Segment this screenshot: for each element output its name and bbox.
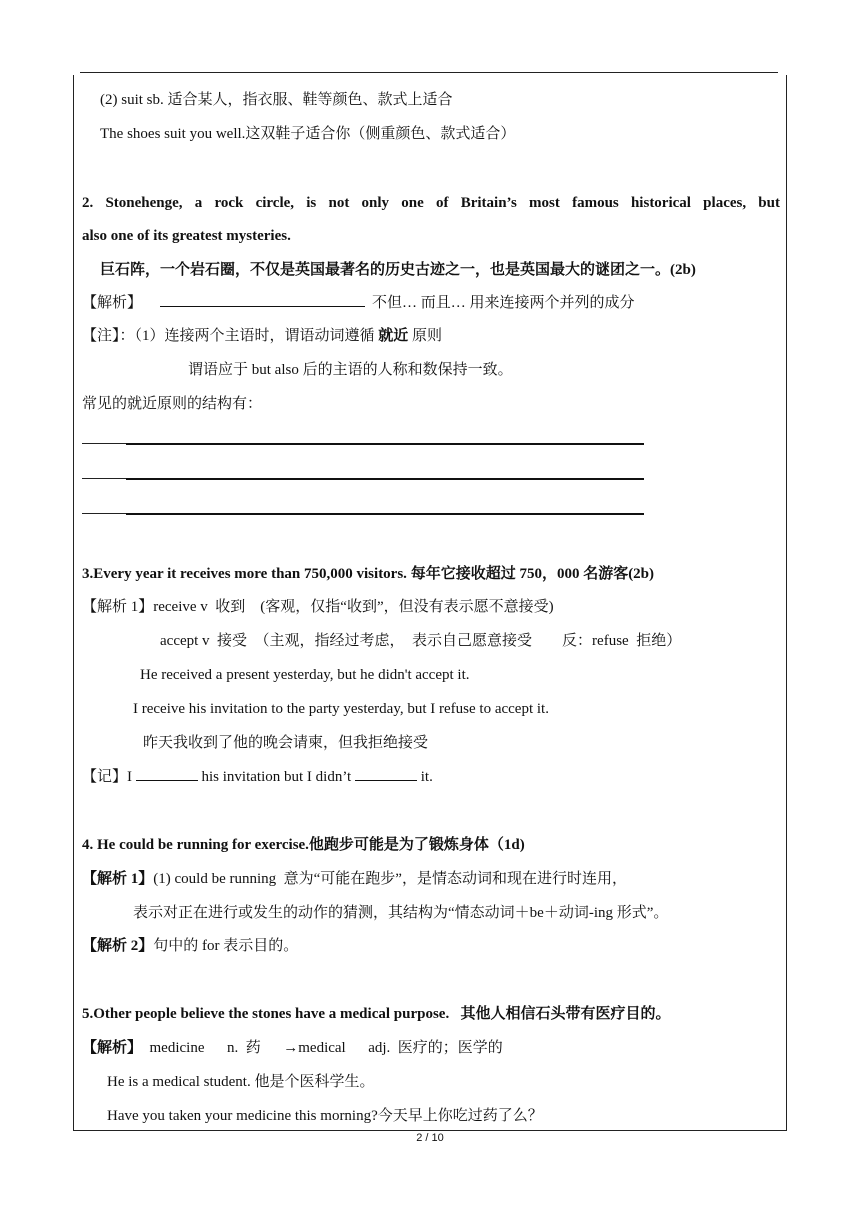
memo-text: it. bbox=[416, 769, 433, 785]
example-line: He is a medical student. 他是个医科学生。 bbox=[107, 1074, 375, 1090]
page-number: 2 / 10 bbox=[416, 1132, 444, 1144]
structure-intro: 常见的就近原则的结构有： bbox=[82, 396, 263, 412]
example-translation: 昨天我收到了他的晚会请柬，但我拒绝接受 bbox=[143, 735, 429, 751]
sentence-5-heading: 5.Other people believe the stones have a medical purpose. 其他人相信石头带有医疗目的。 bbox=[82, 1006, 671, 1022]
example-line: He received a present yesterday, but he didn't accept it. bbox=[140, 667, 470, 683]
blank-answer-line-2[interactable] bbox=[82, 478, 644, 479]
analysis-line: 表示对正在进行或发生的动作的猜测，其结构为“情态动词＋be＋动词-ing 形式”。 bbox=[133, 905, 669, 921]
note-keyword: 就近 bbox=[378, 328, 409, 344]
memo-text: his invitation but I didn’t bbox=[197, 769, 355, 785]
example-line: Have you taken your medicine this morning?今天早上你吃过药了么？ bbox=[107, 1108, 543, 1124]
analysis-label: 【解析 1】 bbox=[82, 871, 154, 887]
header-rule bbox=[80, 72, 778, 73]
note-line bbox=[82, 326, 442, 346]
analysis-text: medicine n. 药 →medical adj. 医疗的；医学的 bbox=[149, 1040, 503, 1056]
sentence-2-heading: 2. Stonehenge, a rock circle, is not only one of Britain’s most famous historical places, but bbox=[82, 195, 780, 211]
analysis-label: 【解析】 bbox=[82, 295, 146, 311]
answer-blank[interactable] bbox=[136, 766, 198, 781]
sentence-2-heading-cont: also one of its greatest mysteries. bbox=[82, 228, 291, 244]
blank-answer-line-1[interactable] bbox=[82, 443, 644, 444]
analysis-line bbox=[82, 1038, 503, 1058]
analysis-note: 不但… 而且… 用来连接两个并列的成分 bbox=[368, 295, 635, 311]
analysis-line bbox=[82, 869, 627, 889]
note-text-end: 原则 bbox=[408, 328, 443, 344]
analysis-line bbox=[82, 936, 298, 956]
text-line: The shoes suit you well.这双鞋子适合你（侧重颜色、款式适合） bbox=[100, 126, 516, 142]
text-line: (2) suit sb. 适合某人，指衣服、鞋等颜色、款式上适合 bbox=[100, 92, 453, 108]
memo-text: 【记】I bbox=[82, 769, 136, 785]
memo-line bbox=[82, 766, 433, 787]
analysis-text: (1) could be running 意为“可能在跑步”，是情态动词和现在进行时连用， bbox=[153, 871, 627, 887]
sentence-4-heading: 4. He could be running for exercise.他跑步可能是为了锻炼身体（1d) bbox=[82, 837, 525, 853]
analysis-label: 【解析】 bbox=[82, 1040, 150, 1056]
answer-blank[interactable] bbox=[355, 766, 417, 781]
analysis-label: 【解析 2】 bbox=[82, 938, 154, 954]
sentence-3-translation: 每年它接收超过 750，000 名游客(2b) bbox=[410, 566, 655, 582]
sentence-2-translation: 巨石阵，一个岩石圈，不仅是英国最著名的历史古迹之一，也是英国最大的谜团之一。(2b) bbox=[100, 262, 696, 278]
note-text: 【注】：（1）连接两个主语时，谓语动词遵循 bbox=[82, 328, 379, 344]
analysis-line: 【解析 1】receive v 收到 (客观，仅指“收到”，但没有表示愿不意接受) bbox=[82, 599, 554, 615]
analysis-line: accept v 接受 （主观，指经过考虑， 表示自己愿意接受 反：refuse 拒绝） bbox=[160, 633, 682, 649]
blank-answer-line-3[interactable] bbox=[82, 513, 644, 514]
note-line-2: 谓语应于 but also 后的主语的人称和数保持一致。 bbox=[188, 362, 513, 378]
sentence-3-heading bbox=[82, 564, 654, 584]
answer-blank[interactable] bbox=[160, 292, 365, 307]
example-line: I receive his invitation to the party yesterday, but I refuse to accept it. bbox=[133, 701, 549, 717]
analysis-text: 句中的 for 表示目的。 bbox=[153, 938, 299, 954]
sentence-3-english: 3.Every year it receives more than 750,000 visitors. bbox=[82, 566, 411, 582]
analysis-line bbox=[82, 292, 635, 313]
